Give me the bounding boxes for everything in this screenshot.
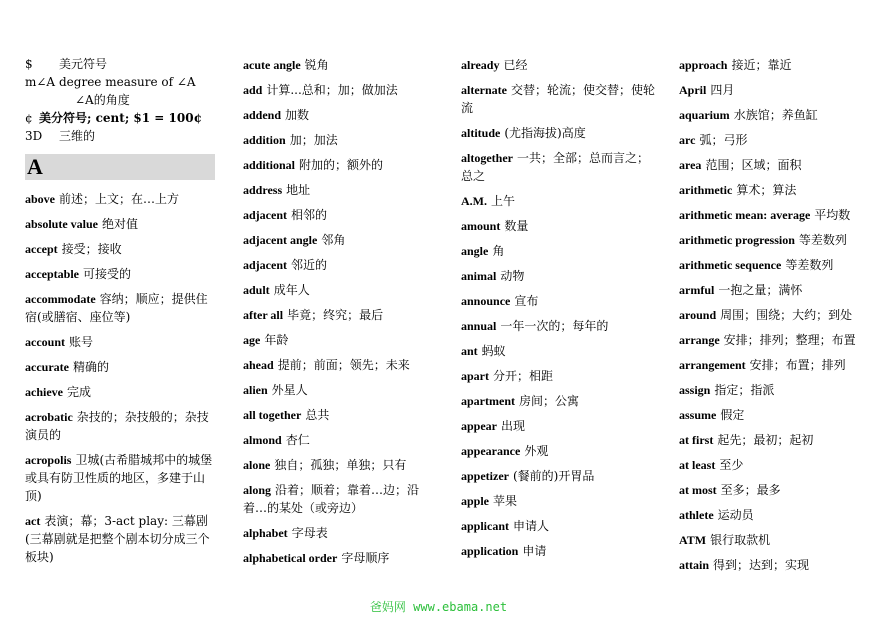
symbol-row — [25, 56, 215, 72]
entry-term: acceptable — [25, 267, 79, 281]
list-item — [679, 181, 869, 199]
entry-definition: 卫城(古希腊城邦中的城堡或具有防卫性质的地区，多建于山顶) — [25, 453, 213, 503]
entry-definition: 完成 — [67, 385, 92, 399]
entry-list — [679, 56, 869, 574]
entry-term: adjacent angle — [243, 233, 318, 247]
list-item — [461, 367, 656, 385]
entry-term: April — [679, 83, 707, 97]
entry-definition: 一抱之量；满怀 — [718, 283, 803, 297]
entry-term: apart — [461, 369, 489, 383]
entry-term: act — [25, 514, 41, 528]
list-item — [243, 549, 438, 567]
list-item — [461, 442, 656, 460]
list-item — [25, 333, 215, 351]
entry-term: age — [243, 333, 261, 347]
list-item — [243, 406, 438, 424]
symbol-meaning-continued: ∠A的角度 — [75, 93, 130, 107]
list-item — [679, 531, 869, 549]
list-item — [25, 290, 215, 326]
entry-definition: 假定 — [720, 408, 745, 422]
list-item — [461, 192, 656, 210]
entry-definition: 至多；最多 — [720, 483, 781, 497]
entry-term: at least — [679, 458, 716, 472]
entry-definition: 附加的；额外的 — [299, 158, 384, 172]
list-item — [243, 156, 438, 174]
entry-term: adult — [243, 283, 270, 297]
list-item — [679, 481, 869, 499]
entry-term: annual — [461, 319, 497, 333]
entry-definition: 绝对值 — [102, 217, 139, 231]
symbol-row — [25, 110, 215, 126]
entry-definition: 邻近的 — [291, 258, 328, 272]
entry-definition: 弧；弓形 — [699, 133, 748, 147]
list-item — [679, 356, 869, 374]
entry-definition: 前述；上文；在…上方 — [59, 192, 180, 206]
entry-definition: 计算...总和；加；做加法 — [266, 83, 398, 97]
entry-term: appear — [461, 419, 497, 433]
entry-term: address — [243, 183, 283, 197]
symbol-glyph: $ — [25, 57, 33, 71]
symbol-meaning: degree measure of ∠A — [59, 75, 196, 89]
entry-term: apple — [461, 494, 490, 508]
symbol-row — [25, 74, 215, 90]
entry-term: amount — [461, 219, 501, 233]
list-item — [243, 231, 438, 249]
entry-term: at most — [679, 483, 717, 497]
entry-term: accommodate — [25, 292, 96, 306]
entry-definition: 宣布 — [514, 294, 539, 308]
entry-definition: 锐角 — [304, 58, 329, 72]
list-item — [243, 131, 438, 149]
entry-term: around — [679, 308, 717, 322]
entry-term: angle — [461, 244, 489, 258]
entry-term: apartment — [461, 394, 515, 408]
list-item — [243, 524, 438, 542]
entry-definition: 相邻的 — [291, 208, 328, 222]
list-item — [243, 256, 438, 274]
list-item — [243, 206, 438, 224]
entry-definition: 接近；靠近 — [731, 58, 792, 72]
entry-definition: 平均数 — [814, 208, 851, 222]
entry-definition: 运动员 — [717, 508, 754, 522]
entry-definition: 至少 — [719, 458, 744, 472]
entry-definition: 可接受的 — [82, 267, 131, 281]
entry-definition: 总共 — [305, 408, 330, 422]
entry-term: arrange — [679, 333, 720, 347]
list-item — [243, 356, 438, 374]
entry-term: ahead — [243, 358, 274, 372]
entry-term: additional — [243, 158, 296, 172]
entry-term: adjacent — [243, 208, 287, 222]
entry-term: arrangement — [679, 358, 746, 372]
list-item — [461, 56, 656, 74]
column-4 — [679, 56, 869, 581]
list-item — [679, 206, 869, 224]
list-item — [461, 292, 656, 310]
entry-definition: 一年一次的；每年的 — [500, 319, 609, 333]
entry-term: alphabetical order — [243, 551, 338, 565]
entry-definition: 加；加法 — [289, 133, 338, 147]
entry-term: almond — [243, 433, 282, 447]
entry-definition: 外观 — [524, 444, 549, 458]
symbol-meaning: 美元符号 — [59, 57, 108, 71]
symbol-meaning: 美分符号; cent; $1 = 100¢ — [39, 111, 202, 125]
list-item — [243, 481, 438, 517]
entry-definition: 加数 — [285, 108, 310, 122]
entry-definition: 字母表 — [291, 526, 328, 540]
entry-term: attain — [679, 558, 709, 572]
list-item — [243, 181, 438, 199]
entry-definition: 角 — [492, 244, 505, 258]
entry-term: accept — [25, 242, 58, 256]
entry-definition: (尤指海拔)高度 — [504, 126, 586, 140]
list-item — [679, 106, 869, 124]
list-item — [461, 242, 656, 260]
entry-definition: 地址 — [286, 183, 311, 197]
entry-definition: 账号 — [69, 335, 94, 349]
entry-definition: 起先；最初；起初 — [717, 433, 814, 447]
list-item — [243, 331, 438, 349]
list-item — [243, 431, 438, 449]
list-item — [25, 240, 215, 258]
entry-definition: 银行取款机 — [710, 533, 771, 547]
list-item — [25, 383, 215, 401]
entry-term: application — [461, 544, 519, 558]
list-item — [679, 556, 869, 574]
symbol-glyph: m∠A — [25, 75, 56, 89]
entry-definition: 邻角 — [321, 233, 346, 247]
entry-term: alternate — [461, 83, 507, 97]
entry-term: approach — [679, 58, 728, 72]
list-item — [243, 106, 438, 124]
entry-definition: 精确的 — [72, 360, 109, 374]
list-item — [25, 451, 215, 505]
entry-term: altogether — [461, 151, 513, 165]
entry-definition: 容纳；顺应；提供住宿(或膳宿、座位等) — [25, 292, 208, 324]
entry-term: addition — [243, 133, 286, 147]
footer-watermark: 爸妈网 www.ebama.net — [369, 600, 508, 614]
entry-definition: 苹果 — [493, 494, 518, 508]
entry-term: altitude — [461, 126, 501, 140]
entry-term: alien — [243, 383, 268, 397]
entry-definition: 成年人 — [273, 283, 310, 297]
entry-definition: 范围；区域；面积 — [705, 158, 802, 172]
list-item — [243, 306, 438, 324]
entry-term: arithmetic — [679, 183, 733, 197]
entry-definition: 已经 — [503, 58, 528, 72]
column-2 — [243, 56, 438, 574]
symbol-meaning: 三维的 — [59, 129, 96, 143]
entry-definition: 安排；布置；排列 — [749, 358, 846, 372]
entry-list — [25, 190, 215, 566]
section-header-a: A — [25, 154, 215, 180]
list-item — [461, 149, 656, 185]
list-item — [679, 56, 869, 74]
list-item — [461, 317, 656, 335]
entry-list — [243, 56, 438, 567]
list-item — [25, 512, 215, 566]
list-item — [461, 217, 656, 235]
entry-list — [461, 56, 656, 560]
entry-term: already — [461, 58, 500, 72]
entry-term: above — [25, 192, 55, 206]
list-item — [679, 381, 869, 399]
entry-term: acropolis — [25, 453, 72, 467]
entry-definition: 表演；幕；3-act play: 三幕剧(三幕剧就是把整个剧本切分成三个板块) — [25, 514, 210, 564]
entry-term: arithmetic mean: average — [679, 208, 811, 222]
entry-definition: 杏仁 — [285, 433, 310, 447]
entry-term: account — [25, 335, 65, 349]
entry-term: alone — [243, 458, 271, 472]
entry-term: arithmetic progression — [679, 233, 795, 247]
entry-definition: 上午 — [491, 194, 516, 208]
entry-term: ATM — [679, 533, 707, 547]
entry-definition: 分开；相距 — [493, 369, 554, 383]
entry-term: accurate — [25, 360, 69, 374]
entry-term: alphabet — [243, 526, 288, 540]
entry-definition: (餐前的)开胃品 — [512, 469, 595, 483]
entry-definition: 等差数列 — [785, 258, 834, 272]
entry-definition: 申请 — [522, 544, 547, 558]
list-item — [679, 281, 869, 299]
entry-definition: 毕竟；终究；最后 — [287, 308, 384, 322]
entry-definition: 申请人 — [513, 519, 550, 533]
entry-definition: 指定；指派 — [714, 383, 775, 397]
list-item — [243, 56, 438, 74]
symbol-list — [25, 56, 215, 144]
column-1 — [25, 56, 215, 573]
entry-definition: 交替；轮流；使交替；使轮流 — [461, 83, 655, 115]
entry-definition: 四月 — [710, 83, 735, 97]
list-item — [679, 81, 869, 99]
entry-definition: 等差数列 — [798, 233, 847, 247]
entry-term: adjacent — [243, 258, 287, 272]
list-item — [25, 190, 215, 208]
list-item — [461, 124, 656, 142]
entry-term: assume — [679, 408, 717, 422]
list-item — [243, 281, 438, 299]
list-item — [679, 231, 869, 249]
entry-term: at first — [679, 433, 714, 447]
entry-term: animal — [461, 269, 497, 283]
list-item — [461, 392, 656, 410]
entry-term: arc — [679, 133, 696, 147]
list-item — [243, 381, 438, 399]
list-item — [461, 267, 656, 285]
list-item — [25, 265, 215, 283]
entry-definition: 动物 — [500, 269, 525, 283]
entry-term: all together — [243, 408, 302, 422]
entry-term: acrobatic — [25, 410, 73, 424]
entry-definition: 房间；公寓 — [519, 394, 580, 408]
list-item — [243, 81, 438, 99]
entry-term: arithmetic sequence — [679, 258, 782, 272]
entry-term: assign — [679, 383, 711, 397]
list-item — [25, 358, 215, 376]
entry-definition: 字母顺序 — [341, 551, 390, 565]
entry-definition: 外星人 — [271, 383, 308, 397]
symbol-glyph: ¢ — [25, 111, 33, 125]
entry-term: along — [243, 483, 272, 497]
list-item — [679, 456, 869, 474]
list-item — [679, 156, 869, 174]
list-item — [679, 306, 869, 324]
entry-definition: 沿着；顺着；靠着…边；沿着…的某处（或旁边） — [243, 483, 420, 515]
entry-term: add — [243, 83, 263, 97]
symbol-row — [25, 128, 215, 144]
list-item — [461, 81, 656, 117]
entry-term: acute angle — [243, 58, 301, 72]
entry-term: after all — [243, 308, 284, 322]
entry-definition: 接受；接收 — [61, 242, 122, 256]
list-item — [679, 431, 869, 449]
entry-definition: 得到；达到；实现 — [713, 558, 810, 572]
entry-term: appearance — [461, 444, 521, 458]
list-item — [461, 467, 656, 485]
list-item — [679, 131, 869, 149]
entry-term: ant — [461, 344, 478, 358]
list-item — [679, 256, 869, 274]
entry-definition: 安排；排列；整理；布置 — [723, 333, 856, 347]
entry-definition: 蚂蚁 — [481, 344, 506, 358]
entry-term: A.M. — [461, 194, 487, 208]
entry-definition: 提前；前面；领先；未来 — [277, 358, 410, 372]
entry-definition: 出现 — [501, 419, 526, 433]
list-item — [679, 406, 869, 424]
list-item — [25, 408, 215, 444]
list-item — [243, 456, 438, 474]
entry-term: announce — [461, 294, 511, 308]
list-item — [461, 492, 656, 510]
list-item — [461, 342, 656, 360]
entry-term: aquarium — [679, 108, 730, 122]
entry-definition: 杂技的；杂技般的；杂技演员的 — [25, 410, 209, 442]
symbol-glyph: 3D — [25, 129, 43, 143]
entry-term: appetizer — [461, 469, 509, 483]
list-item — [461, 417, 656, 435]
entry-term: applicant — [461, 519, 510, 533]
entry-term: addend — [243, 108, 282, 122]
entry-definition: 水族馆；养鱼缸 — [733, 108, 818, 122]
entry-term: absolute value — [25, 217, 99, 231]
entry-term: achieve — [25, 385, 63, 399]
list-item — [25, 215, 215, 233]
entry-term: athlete — [679, 508, 714, 522]
entry-definition: 年龄 — [264, 333, 289, 347]
entry-definition: 数量 — [504, 219, 529, 233]
entry-term: armful — [679, 283, 715, 297]
entry-definition: 算术；算法 — [736, 183, 797, 197]
column-3 — [461, 56, 656, 567]
entry-definition: 一共；全部；总而言之；总之 — [461, 151, 649, 183]
list-item — [461, 542, 656, 560]
entry-term: area — [679, 158, 702, 172]
list-item — [679, 506, 869, 524]
entry-definition: 周围；围绕；大约；到处 — [720, 308, 853, 322]
entry-definition: 独自；孤独；单独；只有 — [274, 458, 407, 472]
list-item — [679, 331, 869, 349]
list-item — [461, 517, 656, 535]
